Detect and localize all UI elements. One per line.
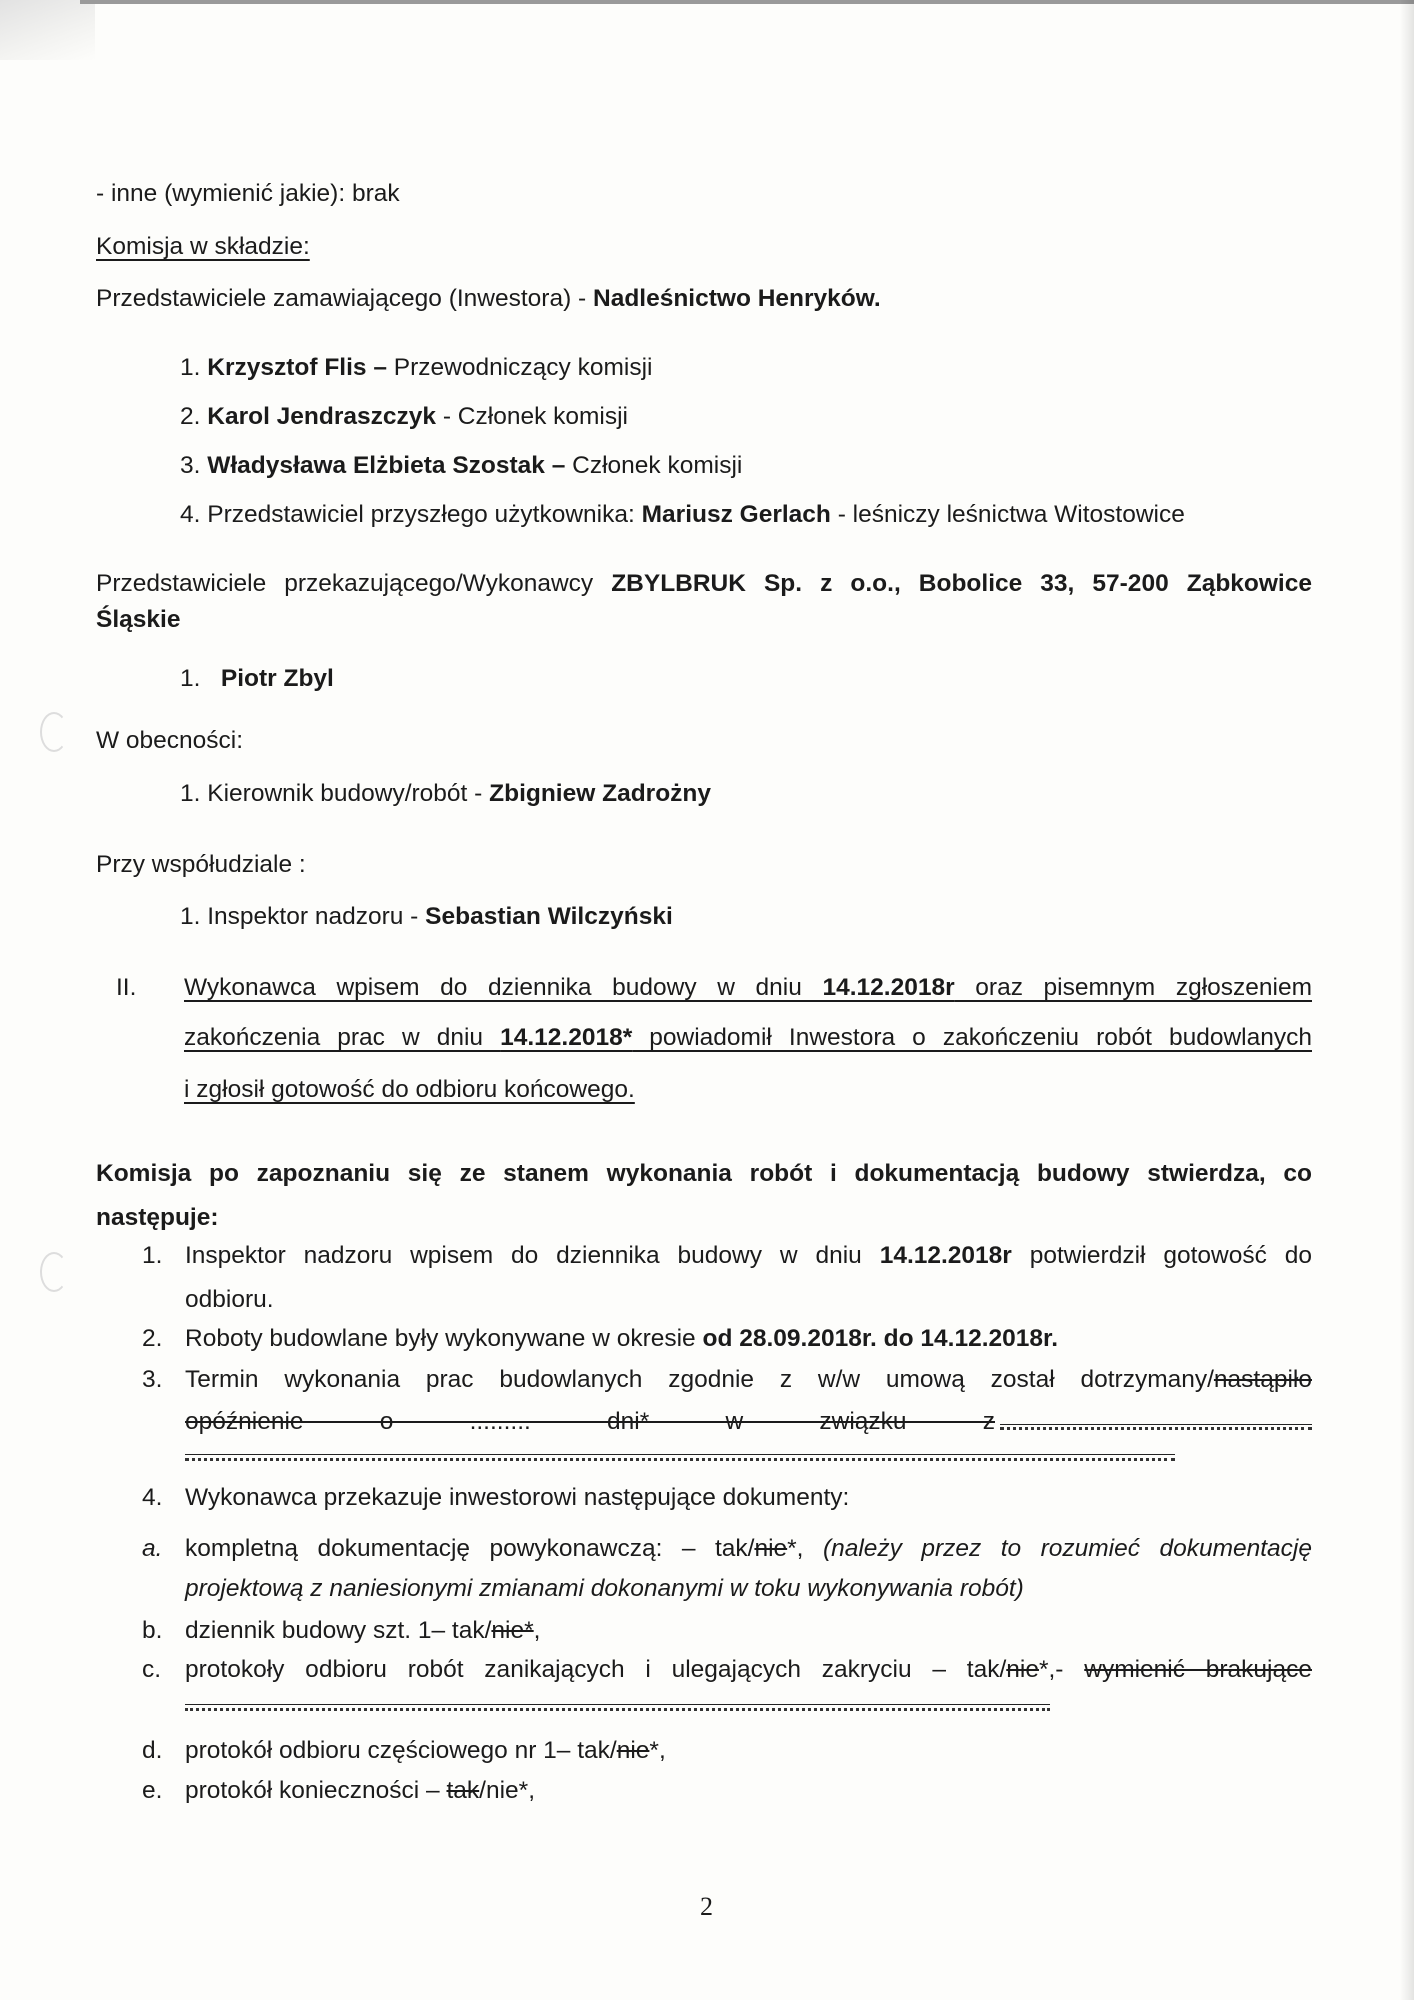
- blank-fill-line: [185, 1458, 1175, 1461]
- contractor-line: Przedstawiciele przekazującego/Wykonawcy ZBYLBRUK Sp. z o.o., Bobolice 33, 57-200 Ząbkowice: [96, 570, 1312, 597]
- person-name: Zbigniew Zadrożny: [489, 780, 712, 807]
- finding-1-text: Inspektor nadzoru wpisem do dziennika budowy w dniu 14.12.2018r potwierdził gotowość do: [185, 1242, 1312, 1269]
- finding-number: 4.: [142, 1484, 163, 1511]
- strike-line: [185, 1454, 1175, 1455]
- doc-item-c: protokoły odbioru robót zanikających i ulegających zakryciu – tak/nie*,- wymienić brakujące: [185, 1656, 1312, 1683]
- other-line: - inne (wymienić jakie): brak: [96, 180, 400, 207]
- finding-2-text: Roboty budowlane były wykonywane w okresie od 28.09.2018r. do 14.12.2018r.: [185, 1325, 1059, 1352]
- page-right-edge: [1400, 0, 1414, 2000]
- strike-line: [1000, 1424, 1312, 1425]
- blank-fill-line: [185, 1708, 1050, 1711]
- presence-title: W obecności:: [96, 727, 244, 754]
- member-name: Krzysztof Flis –: [207, 354, 394, 381]
- section-number: II.: [116, 974, 137, 1001]
- finding-3-text: Termin wykonania prac budowlanych zgodnie z w/w umową został dotrzymany/nastąpiło: [185, 1366, 1312, 1393]
- page-corner-fold: [0, 0, 95, 60]
- contractor-name: ZBYLBRUK Sp. z o.o., Bobolice 33, 57-200 Ząbkowice: [611, 570, 1312, 597]
- member-item: 3. Władysława Elżbieta Szostak – Członek komisji: [180, 452, 743, 479]
- page-number: 2: [700, 1892, 713, 1921]
- finding-4-text: Wykonawca przekazuje inwestorowi następujące dokumenty:: [185, 1484, 850, 1511]
- page-top-edge: [80, 0, 1414, 4]
- member-name: Władysława Elżbieta Szostak –: [207, 452, 573, 479]
- investor-name: Nadleśnictwo Henryków.: [593, 285, 881, 312]
- doc-label: d.: [142, 1737, 163, 1764]
- doc-label: b.: [142, 1617, 163, 1644]
- participation-item: 1. Inspektor nadzoru - Sebastian Wilczyński: [180, 903, 673, 930]
- person-name: Sebastian Wilczyński: [425, 903, 673, 930]
- member-name: Mariusz Gerlach: [641, 501, 831, 528]
- doc-label: a.: [142, 1535, 163, 1562]
- punch-hole-mark: [40, 1252, 68, 1292]
- doc-item-d: protokół odbioru częściowego nr 1– tak/nie*,: [185, 1737, 666, 1764]
- doc-label: c.: [142, 1656, 162, 1683]
- doc-item-a: kompletną dokumentację powykonawczą: – tak/nie*, (należy przez to rozumieć dokumentację: [185, 1535, 1312, 1562]
- participation-title: Przy współudziale :: [96, 851, 306, 878]
- investor-line: [96, 285, 881, 313]
- member-role: Członek komisji: [572, 452, 743, 479]
- punch-hole-mark: [40, 712, 68, 752]
- blank-fill-line: [1000, 1427, 1312, 1430]
- doc-label: e.: [142, 1777, 163, 1804]
- member-role: - leśniczy leśnictwa Witostowice: [830, 501, 1185, 528]
- member-name: Piotr Zbyl: [220, 665, 334, 692]
- member-role: Przewodniczący komisji: [393, 354, 653, 381]
- finding-number: 2.: [142, 1325, 163, 1352]
- member-name: Karol Jendraszczyk: [207, 403, 437, 430]
- section2-line2: zakończenia prac w dniu 14.12.2018* powiadomił Inwestora o zakończeniu robót budowlanych: [184, 1024, 1312, 1051]
- commission-title: Komisja w składzie:: [96, 233, 310, 260]
- doc-item-e: protokół konieczności – tak/nie*,: [185, 1777, 536, 1804]
- strike-line: [185, 1704, 1050, 1705]
- investor-intro: Przedstawiciele zamawiającego (Inwestora) -: [96, 285, 593, 312]
- doc-item-a-2: projektową z naniesionymi zmianami dokonanymi w toku wykonywania robót): [185, 1575, 1024, 1602]
- findings-title-2: następuje:: [96, 1204, 219, 1231]
- section2-line3: i zgłosił gotowość do odbioru końcowego.: [184, 1076, 635, 1103]
- presence-item: 1. Kierownik budowy/robót - Zbigniew Zadrożny: [180, 780, 712, 807]
- struck-text: nastąpiło: [1213, 1366, 1312, 1393]
- finding-1-text-2: odbioru.: [185, 1286, 274, 1313]
- finding-number: 3.: [142, 1366, 163, 1393]
- member-role: - Członek komisji: [436, 403, 628, 430]
- member-item: 4. Przedstawiciel przyszłego użytkownika: Mariusz Gerlach - leśniczy leśnictwa Witostowice: [180, 501, 1185, 528]
- section2-line1: Wykonawca wpisem do dziennika budowy w dniu 14.12.2018r oraz pisemnym zgłoszeniem: [184, 974, 1312, 1001]
- findings-title: Komisja po zapoznaniu się ze stanem wykonania robót i dokumentacją budowy stwierdza, co: [96, 1160, 1312, 1187]
- contractor-line-2: Śląskie: [96, 606, 181, 633]
- member-item: 1. Krzysztof Flis – Przewodniczący komisji: [180, 354, 653, 381]
- finding-3-struck-line: opóźnienie o ......... dni* w związku z: [185, 1408, 995, 1435]
- member-item: 2. Karol Jendraszczyk - Członek komisji: [180, 403, 628, 430]
- doc-item-b: dziennik budowy szt. 1– tak/nie*,: [185, 1617, 541, 1644]
- finding-number: 1.: [142, 1242, 163, 1269]
- contractor-member: 1. Piotr Zbyl: [180, 665, 334, 692]
